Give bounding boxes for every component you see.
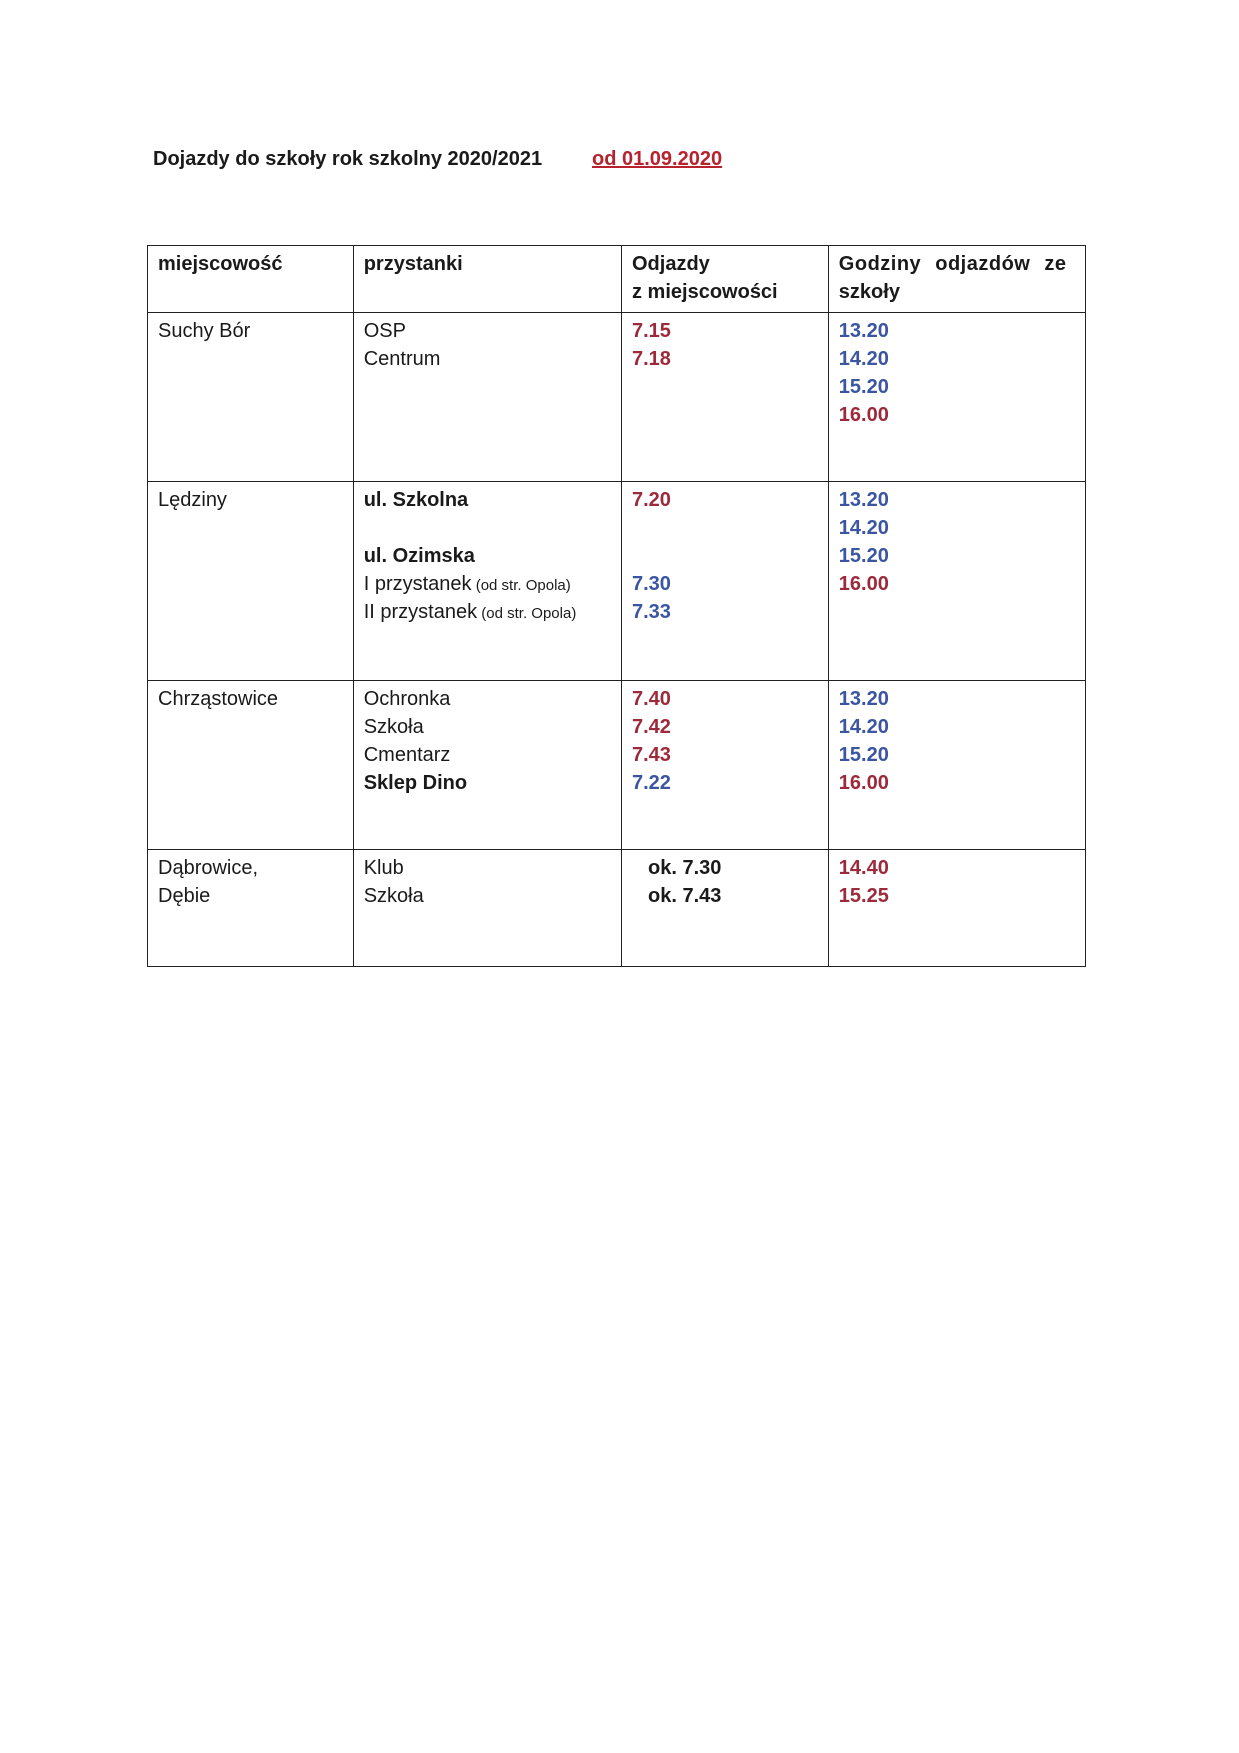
town-cell: Chrząstowice xyxy=(148,681,354,850)
header-return-times: Godziny odjazdów ze szkoły xyxy=(828,246,1085,313)
stops-cell: ul. Szkolna ul. Ozimska I przystanek (od str. Opola) II przystanek (od str. Opola) xyxy=(353,482,621,681)
departures-cell: 7.40 7.42 7.43 7.22 xyxy=(622,681,829,850)
departures-cell: 7.15 7.18 xyxy=(622,313,829,482)
returns-cell: 14.40 15.25 xyxy=(828,850,1085,967)
stops-cell: Ochronka Szkoła Cmentarz Sklep Dino xyxy=(353,681,621,850)
header-town: miejscowość xyxy=(148,246,354,313)
returns-cell: 13.20 14.20 15.20 16.00 xyxy=(828,482,1085,681)
header-stops: przystanki xyxy=(353,246,621,313)
table-header-row xyxy=(148,246,1086,313)
effective-date: od 01.09.2020 xyxy=(592,148,723,170)
stops-cell: OSP Centrum xyxy=(353,313,621,482)
town-cell: Dąbrowice, Dębie xyxy=(148,850,354,967)
departures-cell: ok. 7.30 ok. 7.43 xyxy=(622,850,829,967)
table-row xyxy=(148,482,1086,681)
page-title: Dojazdy do szkoły rok szkolny 2020/2021 xyxy=(153,148,543,170)
returns-cell: 13.20 14.20 15.20 16.00 xyxy=(828,681,1085,850)
town-cell: Suchy Bór xyxy=(148,313,354,482)
table-row xyxy=(148,313,1086,482)
table-row xyxy=(148,850,1086,967)
departures-cell: 7.20 7.30 7.33 xyxy=(622,482,829,681)
schedule-table xyxy=(147,245,1086,967)
header-departures: Odjazdy z miejscowości xyxy=(622,246,829,313)
table-row xyxy=(148,681,1086,850)
returns-cell: 13.20 14.20 15.20 16.00 xyxy=(828,313,1085,482)
stops-cell: Klub Szkoła xyxy=(353,850,621,967)
town-cell: Lędziny xyxy=(148,482,354,681)
